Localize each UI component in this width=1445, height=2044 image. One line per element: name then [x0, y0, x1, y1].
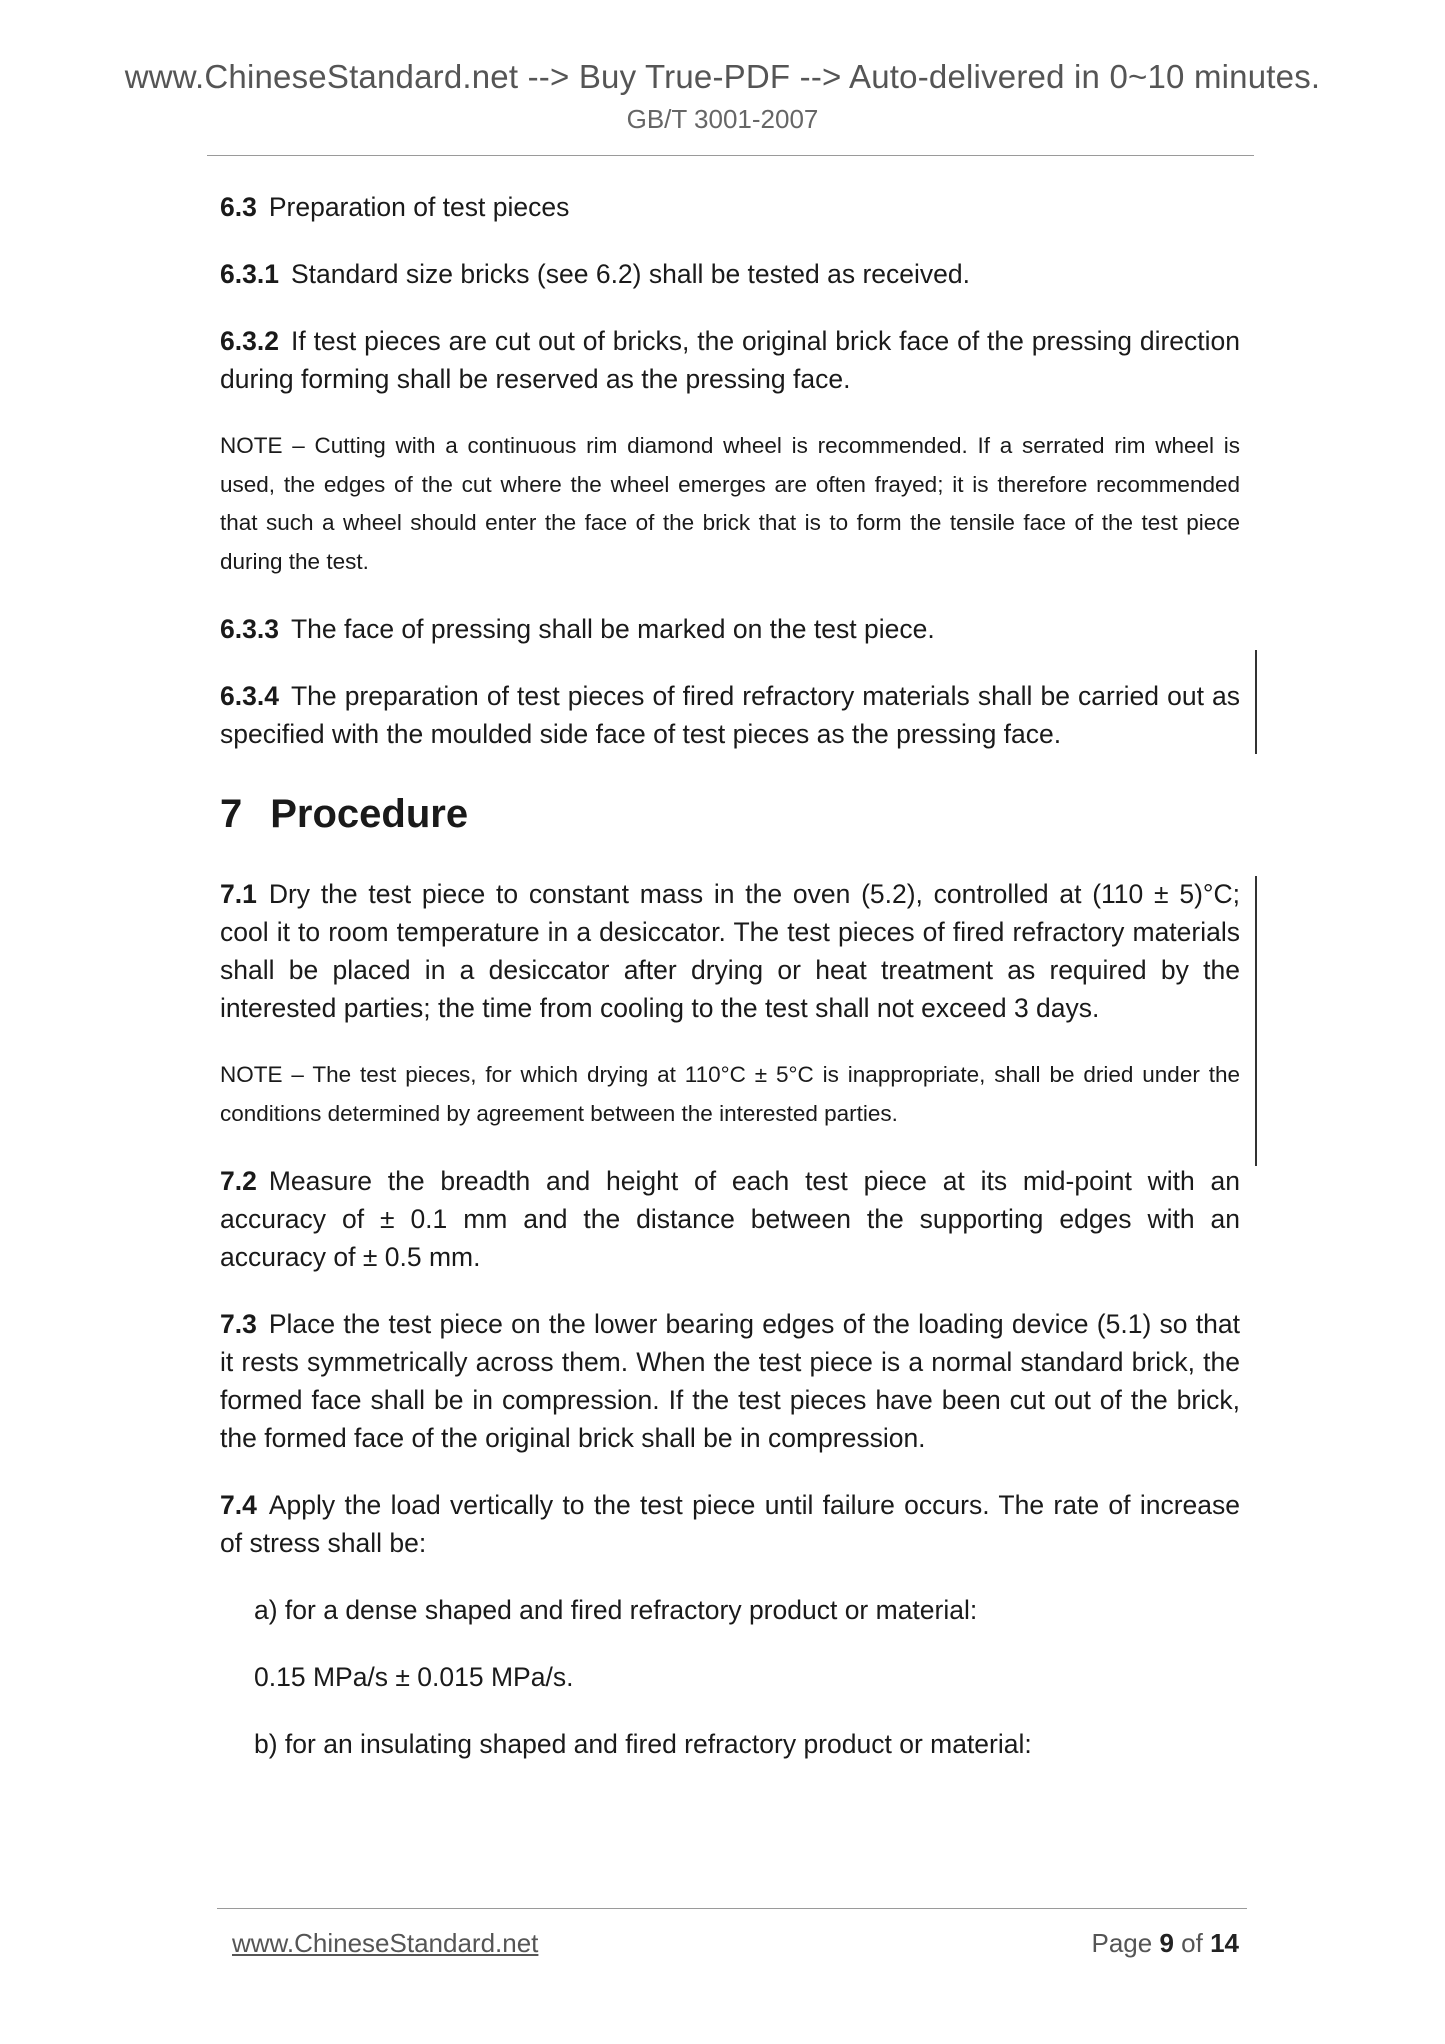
page-separator: of	[1181, 1928, 1203, 1958]
clause-text: If test pieces are cut out of bricks, the original brick face of the pressing direction during forming shall be reserved as the pressing face.	[220, 326, 1240, 394]
page-current: 9	[1159, 1928, 1174, 1958]
clause-text: Measure the breadth and height of each test piece at its mid-point with an accuracy of ± 0.1 mm and the distance between the supporting edges with an accuracy of ± 0.5 mm.	[220, 1166, 1240, 1272]
note-cutting: NOTE – Cutting with a continuous rim diamond wheel is recommended. If a serrated rim wheel is used, the edges of the cut where the wheel emerges are often frayed; it is therefore recommended that such a wheel should enter the face of the brick that is to form the tensile face of the test piece during the test.	[220, 433, 1240, 574]
page-prefix: Page	[1091, 1928, 1153, 1958]
clause-number: 7.2	[220, 1166, 257, 1196]
clause-6-3	[220, 188, 1240, 226]
change-bar	[1255, 876, 1257, 1166]
clause-number: 6.3.2	[220, 326, 279, 356]
document-body	[220, 188, 1240, 1792]
clause-text: Place the test piece on the lower bearing edges of the loading device (5.1) so that it rests symmetrically across them. When the test piece is a normal standard brick, the formed face shall be in compression. If the test pieces have been cut out of the brick, the formed face of the original brick shall be in compression.	[220, 1309, 1240, 1453]
clause-text: The face of pressing shall be marked on the test piece.	[290, 614, 935, 644]
section-title-procedure	[220, 789, 1240, 839]
clause-number: 7.3	[220, 1309, 257, 1339]
footer-divider	[217, 1908, 1247, 1909]
footer-site-link[interactable]: www.ChineseStandard.net	[232, 1928, 539, 1958]
rate-value-a: 0.15 MPa/s ± 0.015 MPa/s.	[254, 1662, 574, 1692]
page-indicator	[1091, 1928, 1239, 1959]
clause-number: 6.3.4	[220, 681, 279, 711]
clause-7-4	[220, 1486, 1240, 1562]
list-item-a: a) for a dense shaped and fired refractory product or material:	[254, 1595, 978, 1625]
clause-7-2	[220, 1162, 1240, 1276]
header-banner: www.ChineseStandard.net --> Buy True-PDF --> Auto-delivered in 0~10 minutes.	[124, 58, 1321, 95]
clause-text: Dry the test piece to constant mass in the oven (5.2), controlled at (110 ± 5)°C; cool it to room temperature in a desiccator. The test pieces of fired refractory materials shall be placed in a desiccator after drying or heat treatment as required by the interested parties; the time from cooling to the test shall not exceed 3 days.	[220, 879, 1240, 1023]
clause-number: 6.3.1	[220, 259, 279, 289]
clause-number: 7.1	[220, 879, 257, 909]
clause-text: Apply the load vertically to the test piece until failure occurs. The rate of increase of stress shall be:	[220, 1490, 1240, 1558]
clause-6-3-2	[220, 322, 1240, 398]
change-bar	[1255, 650, 1257, 754]
section-number: 7	[220, 792, 243, 836]
clause-6-3-4	[220, 677, 1240, 753]
clause-7-3	[220, 1305, 1240, 1457]
clause-number: 7.4	[220, 1490, 257, 1520]
clause-text: Standard size bricks (see 6.2) shall be tested as received.	[290, 259, 970, 289]
clause-number: 6.3	[220, 192, 257, 222]
page-total: 14	[1210, 1928, 1239, 1958]
standard-code: GB/T 3001-2007	[626, 104, 819, 134]
clause-text: Preparation of test pieces	[268, 192, 570, 222]
list-item-b: b) for an insulating shaped and fired refractory product or material:	[254, 1729, 1032, 1759]
clause-text: The preparation of test pieces of fired refractory materials shall be carried out as specified with the moulded side face of test pieces as the pressing face.	[220, 681, 1240, 749]
clause-number: 6.3.3	[220, 614, 279, 644]
header-divider	[207, 155, 1254, 156]
note-drying: NOTE – The test pieces, for which drying at 110°C ± 5°C is inappropriate, shall be dried under the conditions determined by agreement between the interested parties.	[220, 1062, 1240, 1126]
section-text: Procedure	[270, 792, 469, 836]
clause-6-3-1	[220, 255, 1240, 293]
clause-6-3-3	[220, 610, 1240, 648]
clause-7-1	[220, 875, 1240, 1027]
